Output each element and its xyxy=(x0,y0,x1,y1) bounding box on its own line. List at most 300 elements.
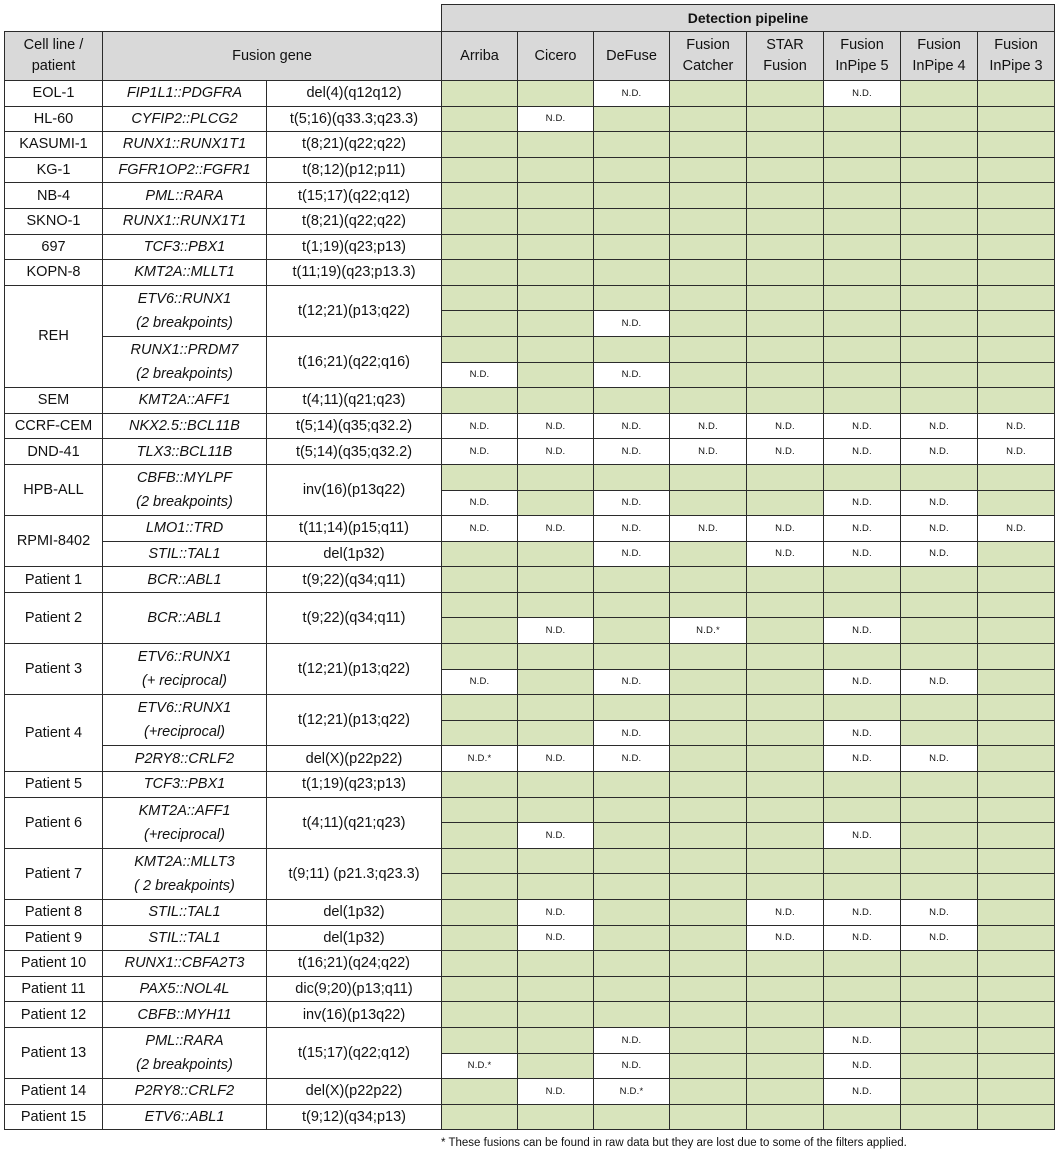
fusion-gene: CYFIP2::PLCG2 xyxy=(103,106,267,132)
column-header-row xyxy=(5,32,1055,81)
detected-cell xyxy=(978,874,1055,900)
not-detected-cell: N.D. xyxy=(594,81,670,107)
detected-cell xyxy=(747,106,824,132)
detected-cell xyxy=(978,900,1055,926)
genomic-event: t(5;14)(q35;q32.2) xyxy=(267,439,442,465)
cell-line: Patient 10 xyxy=(5,951,103,977)
detected-cell xyxy=(978,1104,1055,1130)
detected-cell xyxy=(594,925,670,951)
detected-cell xyxy=(594,567,670,593)
detected-cell xyxy=(824,285,901,311)
detected-cell xyxy=(747,1027,824,1053)
genomic-event: t(12;21)(p13;q22) xyxy=(267,695,442,746)
detected-cell xyxy=(901,208,978,234)
detected-cell xyxy=(670,1002,747,1028)
detected-cell xyxy=(978,388,1055,414)
table-row xyxy=(5,132,1055,158)
genomic-event: del(4)(q12q12) xyxy=(267,81,442,107)
detected-cell xyxy=(747,644,824,670)
table-row xyxy=(5,413,1055,439)
table-row xyxy=(5,81,1055,107)
detected-cell xyxy=(518,567,594,593)
detected-cell xyxy=(518,132,594,158)
genomic-event: t(9;12)(q34;p13) xyxy=(267,1104,442,1130)
genomic-event: t(12;21)(p13;q22) xyxy=(267,644,442,695)
table-row xyxy=(5,439,1055,465)
detected-cell xyxy=(670,874,747,900)
detected-cell xyxy=(978,797,1055,823)
not-detected-cell: N.D. xyxy=(824,81,901,107)
detected-cell xyxy=(442,388,518,414)
not-detected-cell: N.D. xyxy=(594,1027,670,1053)
detected-cell xyxy=(442,695,518,721)
detected-cell xyxy=(747,848,824,874)
detected-cell xyxy=(824,388,901,414)
detected-cell xyxy=(901,106,978,132)
detected-cell xyxy=(978,592,1055,618)
fusion-gene: TCF3::PBX1 xyxy=(103,234,267,260)
not-detected-cell: N.D. xyxy=(442,413,518,439)
detected-cell xyxy=(747,388,824,414)
detected-cell xyxy=(442,1027,518,1053)
not-detected-cell: N.D. xyxy=(978,439,1055,465)
table-row xyxy=(5,925,1055,951)
detected-cell xyxy=(978,234,1055,260)
detected-cell xyxy=(824,1104,901,1130)
not-detected-cell: N.D. xyxy=(594,439,670,465)
detected-cell xyxy=(978,81,1055,107)
detected-cell xyxy=(747,1079,824,1105)
detected-cell xyxy=(594,157,670,183)
not-detected-cell: N.D. xyxy=(518,746,594,772)
genomic-event: inv(16)(p13q22) xyxy=(267,464,442,515)
tool-header: Cicero xyxy=(518,32,594,81)
detected-cell xyxy=(824,1002,901,1028)
detected-cell xyxy=(978,772,1055,798)
table-row xyxy=(5,388,1055,414)
detected-cell xyxy=(747,183,824,209)
tool-header: Fusion InPipe 3 xyxy=(978,32,1055,81)
not-detected-cell: N.D. xyxy=(824,746,901,772)
not-detected-cell: N.D. xyxy=(518,106,594,132)
detected-cell xyxy=(824,772,901,798)
not-detected-cell: N.D. xyxy=(978,516,1055,542)
detected-cell xyxy=(824,695,901,721)
detected-cell xyxy=(670,490,747,516)
fusion-gene xyxy=(103,644,267,695)
genomic-event: del(1p32) xyxy=(267,900,442,926)
cell-line: Patient 4 xyxy=(5,695,103,772)
detected-cell xyxy=(978,976,1055,1002)
genomic-event: t(12;21)(p13;q22) xyxy=(267,285,442,336)
detected-cell xyxy=(824,106,901,132)
genomic-event: t(1;19)(q23;p13) xyxy=(267,234,442,260)
genomic-event: t(4;11)(q21;q23) xyxy=(267,797,442,848)
detected-cell xyxy=(747,157,824,183)
table-row xyxy=(5,592,1055,618)
fusion-gene-name: ETV6::RUNX1 xyxy=(137,700,232,717)
fusion-gene-note: (2 breakpoints) xyxy=(136,314,233,331)
fusion-gene-name: PML::RARA xyxy=(145,1033,224,1050)
cell-line: NB-4 xyxy=(5,183,103,209)
detected-cell xyxy=(901,695,978,721)
table-row xyxy=(5,746,1055,772)
fusion-gene-name: RUNX1::PRDM7 xyxy=(130,342,239,359)
detected-cell xyxy=(978,311,1055,337)
fusion-detection-table xyxy=(4,4,1055,1130)
detected-cell xyxy=(901,464,978,490)
cell-line: REH xyxy=(5,285,103,387)
not-detected-cell: N.D. xyxy=(824,541,901,567)
detected-cell xyxy=(518,644,594,670)
detected-cell xyxy=(442,1002,518,1028)
detected-cell xyxy=(594,951,670,977)
table-row xyxy=(5,157,1055,183)
genomic-event: t(5;14)(q35;q32.2) xyxy=(267,413,442,439)
detected-cell xyxy=(594,900,670,926)
detected-cell xyxy=(824,976,901,1002)
fusion-gene: NKX2.5::BCL11B xyxy=(103,413,267,439)
detected-cell xyxy=(901,81,978,107)
detected-cell xyxy=(901,388,978,414)
detected-cell xyxy=(901,618,978,644)
fusion-gene xyxy=(103,1027,267,1078)
detected-cell xyxy=(747,1002,824,1028)
not-detected-cell: N.D. xyxy=(978,413,1055,439)
detected-cell xyxy=(442,1079,518,1105)
detected-cell xyxy=(747,234,824,260)
detected-cell xyxy=(518,541,594,567)
genomic-event: inv(16)(p13q22) xyxy=(267,1002,442,1028)
detected-cell xyxy=(442,541,518,567)
detected-cell xyxy=(442,1104,518,1130)
not-detected-cell: N.D. xyxy=(594,669,670,695)
cell-line: KOPN-8 xyxy=(5,260,103,286)
fusion-gene: LMO1::TRD xyxy=(103,516,267,542)
cell-line: Patient 7 xyxy=(5,848,103,899)
genomic-event: dic(9;20)(p13;q11) xyxy=(267,976,442,1002)
detected-cell xyxy=(518,720,594,746)
table-row xyxy=(5,1002,1055,1028)
detected-cell xyxy=(747,797,824,823)
fusion-gene: STIL::TAL1 xyxy=(103,900,267,926)
not-detected-cell: N.D.* xyxy=(670,618,747,644)
detected-cell xyxy=(901,772,978,798)
detected-cell xyxy=(824,797,901,823)
cell-line: HPB-ALL xyxy=(5,464,103,515)
detected-cell xyxy=(670,1027,747,1053)
detected-cell xyxy=(670,976,747,1002)
detected-cell xyxy=(747,669,824,695)
detected-cell xyxy=(670,311,747,337)
detected-cell xyxy=(442,925,518,951)
detected-cell xyxy=(442,797,518,823)
tool-header: Fusion Catcher xyxy=(670,32,747,81)
detected-cell xyxy=(901,644,978,670)
genomic-event: t(5;16)(q33.3;q23.3) xyxy=(267,106,442,132)
fusion-gene: PAX5::NOL4L xyxy=(103,976,267,1002)
not-detected-cell: N.D. xyxy=(824,439,901,465)
fusion-gene-note: ( 2 breakpoints) xyxy=(134,877,235,894)
cell-line: SEM xyxy=(5,388,103,414)
not-detected-cell: N.D. xyxy=(442,490,518,516)
detected-cell xyxy=(442,592,518,618)
detected-cell xyxy=(518,695,594,721)
not-detected-cell: N.D. xyxy=(518,413,594,439)
detected-cell xyxy=(594,208,670,234)
detected-cell xyxy=(978,644,1055,670)
detected-cell xyxy=(518,669,594,695)
detected-cell xyxy=(978,464,1055,490)
detected-cell xyxy=(442,618,518,644)
cell-line: EOL-1 xyxy=(5,81,103,107)
not-detected-cell: N.D. xyxy=(747,925,824,951)
genomic-event: t(15;17)(q22;q12) xyxy=(267,1027,442,1078)
detected-cell xyxy=(670,541,747,567)
detected-cell xyxy=(518,1027,594,1053)
cell-line: KASUMI-1 xyxy=(5,132,103,158)
detected-cell xyxy=(670,1104,747,1130)
detected-cell xyxy=(901,1104,978,1130)
detected-cell xyxy=(901,285,978,311)
not-detected-cell: N.D. xyxy=(442,516,518,542)
detected-cell xyxy=(518,464,594,490)
detected-cell xyxy=(442,336,518,362)
not-detected-cell: N.D. xyxy=(594,1053,670,1079)
detected-cell xyxy=(442,106,518,132)
genomic-event: t(11;19)(q23;p13.3) xyxy=(267,260,442,286)
detected-cell xyxy=(747,1053,824,1079)
detected-cell xyxy=(594,848,670,874)
table-row xyxy=(5,464,1055,490)
detected-cell xyxy=(824,567,901,593)
detected-cell xyxy=(670,336,747,362)
detected-cell xyxy=(442,951,518,977)
detected-cell xyxy=(747,464,824,490)
cell-line: Patient 1 xyxy=(5,567,103,593)
detected-cell xyxy=(594,1104,670,1130)
cell-line: 697 xyxy=(5,234,103,260)
detected-cell xyxy=(594,234,670,260)
not-detected-cell: N.D.* xyxy=(594,1079,670,1105)
cell-line: RPMI-8402 xyxy=(5,516,103,567)
detected-cell xyxy=(747,951,824,977)
detected-cell xyxy=(901,848,978,874)
cell-line-header: Cell line / patient xyxy=(5,32,103,81)
detected-cell xyxy=(824,644,901,670)
detected-cell xyxy=(442,132,518,158)
table-row xyxy=(5,208,1055,234)
detected-cell xyxy=(747,260,824,286)
fusion-gene-note: (2 breakpoints) xyxy=(136,494,233,510)
not-detected-cell: N.D. xyxy=(518,900,594,926)
detected-cell xyxy=(518,81,594,107)
not-detected-cell: N.D. xyxy=(901,925,978,951)
detected-cell xyxy=(518,285,594,311)
cell-line: Patient 14 xyxy=(5,1079,103,1105)
cell-line: Patient 12 xyxy=(5,1002,103,1028)
detected-cell xyxy=(901,797,978,823)
detected-cell xyxy=(442,874,518,900)
detected-cell xyxy=(518,388,594,414)
table-row xyxy=(5,900,1055,926)
fusion-gene: P2RY8::CRLF2 xyxy=(103,1079,267,1105)
detected-cell xyxy=(670,81,747,107)
detected-cell xyxy=(594,644,670,670)
not-detected-cell: N.D. xyxy=(594,311,670,337)
fusion-gene: ETV6::ABL1 xyxy=(103,1104,267,1130)
detected-cell xyxy=(518,874,594,900)
detected-cell xyxy=(442,772,518,798)
fusion-gene: KMT2A::AFF1 xyxy=(103,388,267,414)
detected-cell xyxy=(670,362,747,388)
detected-cell xyxy=(670,900,747,926)
detected-cell xyxy=(901,823,978,849)
detected-cell xyxy=(824,362,901,388)
detected-cell xyxy=(901,234,978,260)
not-detected-cell: N.D. xyxy=(824,413,901,439)
cell-line: Patient 5 xyxy=(5,772,103,798)
detected-cell xyxy=(670,823,747,849)
not-detected-cell: N.D. xyxy=(747,516,824,542)
not-detected-cell: N.D. xyxy=(901,541,978,567)
not-detected-cell: N.D. xyxy=(824,720,901,746)
detected-cell xyxy=(901,1079,978,1105)
detected-cell xyxy=(670,285,747,311)
detected-cell xyxy=(670,567,747,593)
genomic-event: t(9;22)(q34;q11) xyxy=(267,592,442,643)
fusion-gene: FGFR1OP2::FGFR1 xyxy=(103,157,267,183)
not-detected-cell: N.D. xyxy=(824,618,901,644)
detection-pipeline-title: Detection pipeline xyxy=(442,5,1055,32)
detected-cell xyxy=(978,1027,1055,1053)
cell-line: Patient 11 xyxy=(5,976,103,1002)
detected-cell xyxy=(978,848,1055,874)
detected-cell xyxy=(747,336,824,362)
not-detected-cell: N.D. xyxy=(901,900,978,926)
fusion-gene-note: (+reciprocal) xyxy=(144,724,225,741)
not-detected-cell: N.D. xyxy=(747,413,824,439)
detected-cell xyxy=(670,848,747,874)
fusion-gene: P2RY8::CRLF2 xyxy=(103,746,267,772)
detected-cell xyxy=(978,925,1055,951)
not-detected-cell: N.D. xyxy=(442,439,518,465)
detected-cell xyxy=(978,208,1055,234)
fusion-gene: CBFB::MYH11 xyxy=(103,1002,267,1028)
not-detected-cell: N.D. xyxy=(901,413,978,439)
detected-cell xyxy=(824,951,901,977)
detected-cell xyxy=(518,976,594,1002)
fusion-gene xyxy=(103,336,267,387)
genomic-event: t(16;21)(q22;q16) xyxy=(267,336,442,387)
detected-cell xyxy=(747,311,824,337)
detected-cell xyxy=(901,1027,978,1053)
detected-cell xyxy=(978,695,1055,721)
detected-cell xyxy=(901,951,978,977)
genomic-event: t(4;11)(q21;q23) xyxy=(267,388,442,414)
detected-cell xyxy=(518,208,594,234)
table-row xyxy=(5,644,1055,670)
detected-cell xyxy=(824,208,901,234)
detected-cell xyxy=(442,900,518,926)
detected-cell xyxy=(594,285,670,311)
detected-cell xyxy=(442,311,518,337)
fusion-gene-name: KMT2A::AFF1 xyxy=(138,802,231,819)
detected-cell xyxy=(824,336,901,362)
detected-cell xyxy=(518,1053,594,1079)
genomic-event: t(9;22)(q34;q11) xyxy=(267,567,442,593)
detected-cell xyxy=(747,592,824,618)
detected-cell xyxy=(594,132,670,158)
detected-cell xyxy=(442,157,518,183)
detected-cell xyxy=(594,592,670,618)
detected-cell xyxy=(824,874,901,900)
detected-cell xyxy=(978,541,1055,567)
detected-cell xyxy=(594,464,670,490)
detected-cell xyxy=(747,772,824,798)
not-detected-cell: N.D. xyxy=(594,413,670,439)
detected-cell xyxy=(670,695,747,721)
detected-cell xyxy=(747,362,824,388)
detected-cell xyxy=(901,260,978,286)
genomic-event: t(11;14)(p15;q11) xyxy=(267,516,442,542)
detected-cell xyxy=(747,746,824,772)
table-row xyxy=(5,695,1055,721)
detected-cell xyxy=(518,183,594,209)
detected-cell xyxy=(442,183,518,209)
not-detected-cell: N.D. xyxy=(594,541,670,567)
detected-cell xyxy=(518,260,594,286)
fusion-gene: BCR::ABL1 xyxy=(103,592,267,643)
detected-cell xyxy=(747,1104,824,1130)
detected-cell xyxy=(518,592,594,618)
detected-cell xyxy=(747,874,824,900)
detected-cell xyxy=(670,925,747,951)
detected-cell xyxy=(594,976,670,1002)
detected-cell xyxy=(518,1104,594,1130)
detected-cell xyxy=(978,285,1055,311)
detected-cell xyxy=(670,746,747,772)
cell-line: Patient 15 xyxy=(5,1104,103,1130)
table-row xyxy=(5,1104,1055,1130)
table-row xyxy=(5,183,1055,209)
not-detected-cell: N.D. xyxy=(670,516,747,542)
detected-cell xyxy=(978,106,1055,132)
table-row xyxy=(5,772,1055,798)
not-detected-cell: N.D. xyxy=(747,439,824,465)
detected-cell xyxy=(670,260,747,286)
not-detected-cell: N.D. xyxy=(901,490,978,516)
not-detected-cell: N.D. xyxy=(824,925,901,951)
not-detected-cell: N.D. xyxy=(594,516,670,542)
detected-cell xyxy=(978,567,1055,593)
detected-cell xyxy=(670,157,747,183)
not-detected-cell: N.D. xyxy=(824,1053,901,1079)
fusion-gene xyxy=(103,464,267,515)
genomic-event: t(1;19)(q23;p13) xyxy=(267,772,442,798)
detected-cell xyxy=(670,772,747,798)
detected-cell xyxy=(824,157,901,183)
not-detected-cell: N.D. xyxy=(518,516,594,542)
table-row xyxy=(5,336,1055,362)
not-detected-cell: N.D. xyxy=(824,669,901,695)
detected-cell xyxy=(824,592,901,618)
detected-cell xyxy=(978,720,1055,746)
detected-cell xyxy=(901,720,978,746)
detected-cell xyxy=(594,823,670,849)
table-row xyxy=(5,234,1055,260)
not-detected-cell: N.D. xyxy=(747,900,824,926)
